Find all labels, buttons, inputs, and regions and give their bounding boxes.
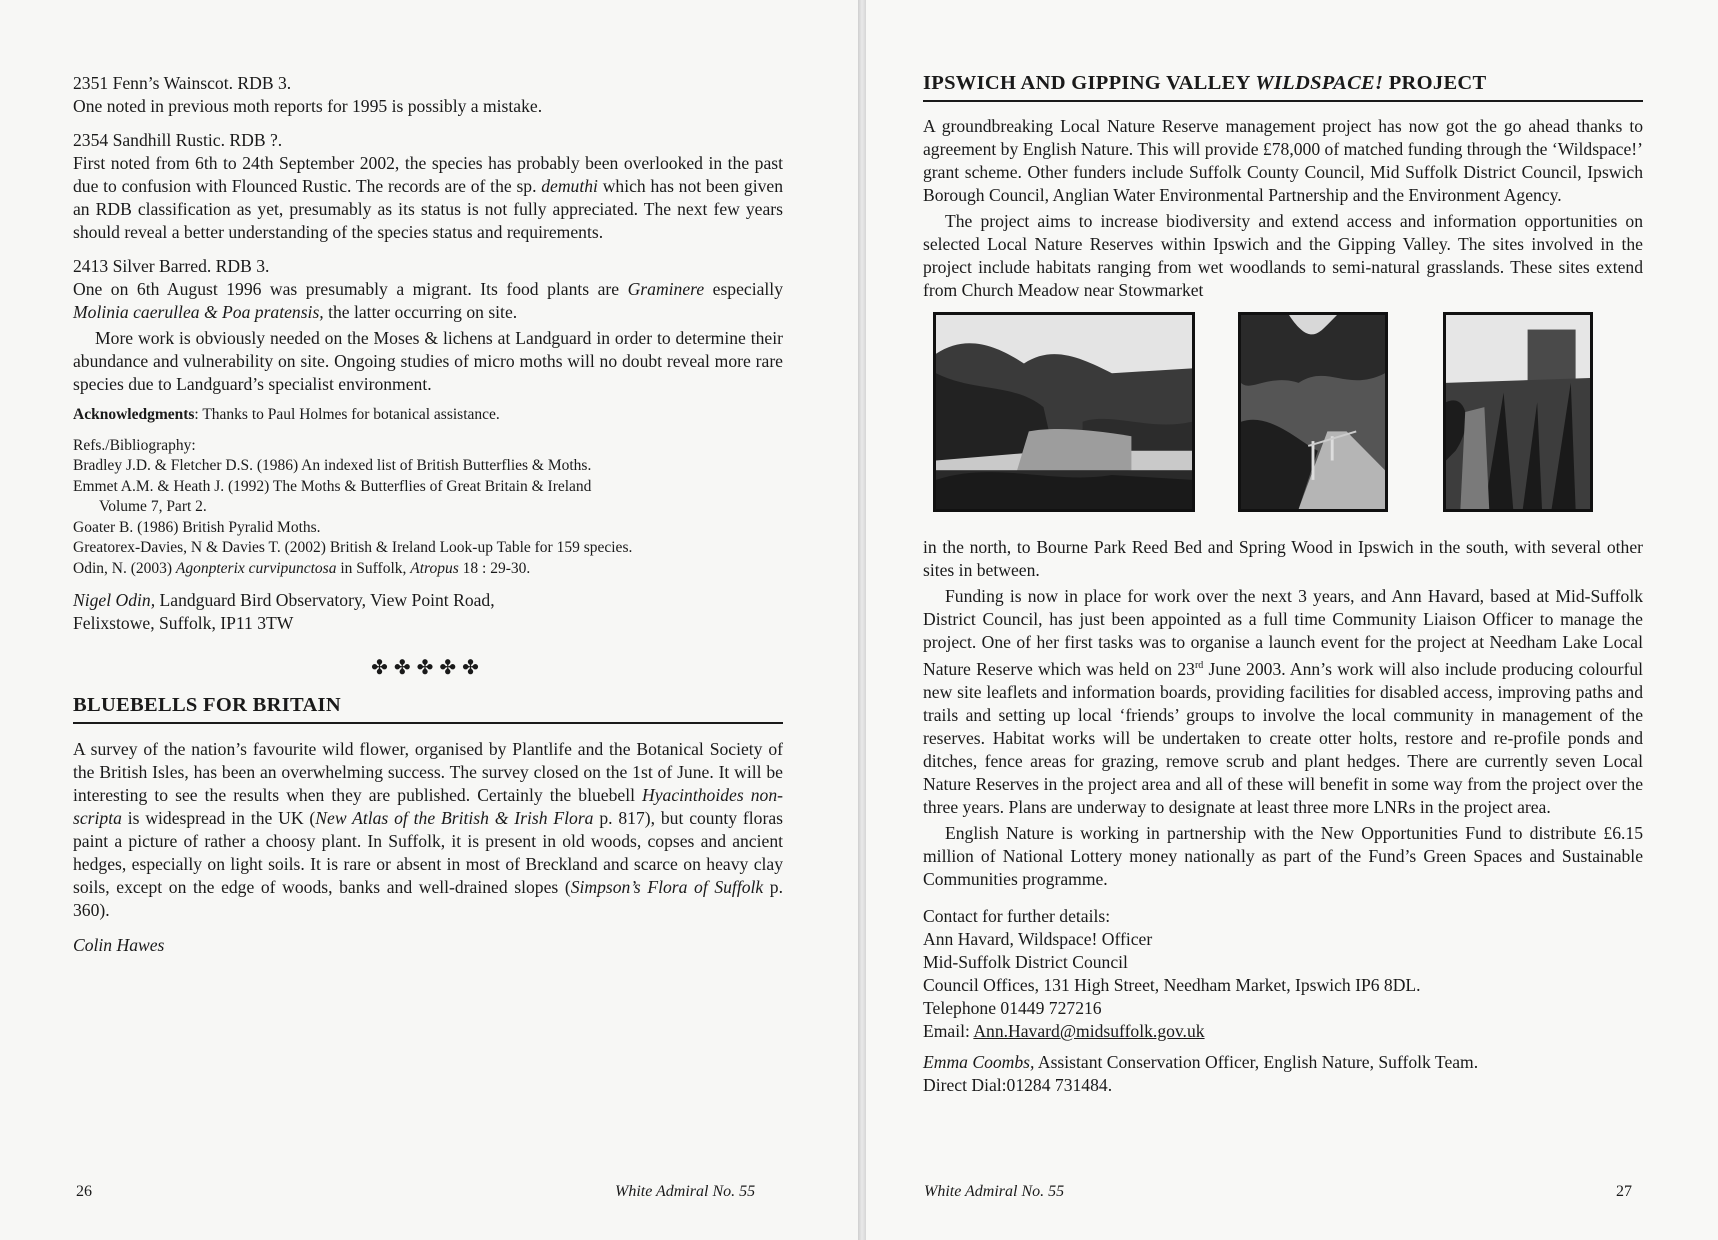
section-heading: BLUEBELLS FOR BRITAIN — [73, 694, 783, 724]
photo-river — [933, 312, 1195, 512]
paragraph: A groundbreaking Local Nature Reserve management project has now got the go ahead thanks to agreement by English Nature. This will provide £78,000 of matched funding through the ‘Wildspace!’ grant scheme. Other funders include Suffolk County Council, Mid Suffolk District Council, Ipswich Borough Council, Anglian Water Environmental Partnership and the Environment Agency. — [923, 116, 1643, 205]
page-gutter — [858, 0, 866, 1240]
paragraph: English Nature is working in partnership with the New Opportunities Fund to distribute £6.15 million of National Lottery money nationally as part of the Fund’s Green Spaces and Sustainable Communities programme. — [923, 822, 1643, 889]
paragraph: A survey of the nation’s favourite wild flower, organised by Plantlife and the Botanical Society of the British Isles, has been an overwhelming success. The survey closed on the 1st of June. It will be interesting to see the results when they are published. Certainly the bluebell Hyacinthoides non-scripta is widespread in the UK (New Atlas of the British & Irish Flora p. 817), but county floras paint a picture of rather a choosy plant. In Suffolk, it is present in old woods, copses and ancient hedges, especially on light soils. It is rare or absent in most of Breckland and scarce on heavy clay soils, except on the edge of woods, banks and well-drained slopes (Simpson’s Flora of Suffolk p. 360). — [73, 739, 784, 920]
section-divider: ✤✤✤✤✤ — [371, 657, 485, 679]
left-column — [73, 72, 783, 957]
author-address: Felixstowe, Suffolk, IP11 3TW — [73, 613, 294, 633]
photo-reeds — [1443, 312, 1593, 512]
email-link[interactable]: Ann.Havard@midsuffolk.gov.uk — [973, 1020, 1205, 1041]
contact-org: Mid-Suffolk District Council — [923, 951, 1128, 972]
refs-heading: Refs./Bibliography: — [73, 436, 196, 454]
entry-title: 2413 Silver Barred. RDB 3. — [73, 256, 270, 276]
entry-title: 2354 Sandhill Rustic. RDB ?. — [73, 130, 283, 150]
footer-title: White Admiral No. 55 — [615, 1183, 756, 1200]
paragraph: Funding is now in place for work over the next 3 years, and Ann Havard, based at Mid-Suffolk District Council, has just been appointed as a full time Community Liaison Officer to manage the project. One of her first tasks was to organise a launch event for the project at Needham Lake Local Nature Reserve which was held on 23rd June 2003. Ann’s work will also include producing colourful new site leaflets and information boards, providing facilities for disabled access, improving paths and trails and setting up local ‘friends’ groups to involve the local community in management of the reserves. Habitat works will be undertaken to create otter holts, restore and re-profile ponds and ditches, fence areas for grazing, remove scrub and plant hedges. There are currently seven Local Nature Reserves in the project area and all of these will benefit in some way from the project over the three years. Plans are underway to designate at least three more LNRs in the project area. — [923, 586, 1643, 817]
reference: Greatorex-Davies, N & Davies T. (2002) British & Ireland Look-up Table for 159 species. — [73, 539, 633, 556]
reference: Odin, N. (2003) Agonpterix curvipunctosa in Suffolk, Atropus 18 : 29-30. — [73, 559, 531, 577]
author-phone: Direct Dial:01284 731484. — [923, 1074, 1113, 1095]
entry-title: 2351 Fenn’s Wainscot. RDB 3. — [73, 73, 292, 93]
page-number: 26 — [76, 1183, 92, 1200]
contact-block — [923, 905, 1643, 1043]
contact-address: Council Offices, 131 High Street, Needham Market, Ipswich IP6 8DL. — [923, 974, 1421, 995]
paragraph: The project aims to increase biodiversity and extend access and information opportunities on selected Local Nature Reserves within Ipswich and the Gipping Valley. The sites involved in the project include habitats ranging from wet woodlands to semi-natural grasslands. These sites extend from Church Meadow near Stowmarket — [923, 211, 1643, 300]
section-heading: IPSWICH AND GIPPING VALLEY WILDSPACE! PROJECT — [923, 72, 1643, 102]
author-signature: Colin Hawes — [73, 935, 165, 955]
right-page — [866, 0, 1718, 1240]
reference: Goater B. (1986) British Pyralid Moths. — [73, 518, 321, 536]
reference: Bradley J.D. & Fletcher D.S. (1986) An indexed list of British Butterflies & Moths. — [73, 457, 592, 474]
page-number: 27 — [1616, 1183, 1632, 1200]
bibliography — [73, 436, 783, 580]
photo-boardwalk — [1238, 312, 1388, 512]
contact-name: Ann Havard, Wildspace! Officer — [923, 928, 1153, 949]
paragraph: in the north, to Bourne Park Reed Bed and Spring Wood in Ipswich in the south, with several other sites in between. — [923, 537, 1643, 580]
entry-text: First noted from 6th to 24th September 2002, the species has probably been overlooked in the past due to confusion with Flounced Rustic. The records are of the sp. demuthi which has not been given an RDB classification as yet, presumably as its status is not fully appreciated. The next few years should reveal a better understanding of the species status and requirements. — [73, 153, 783, 242]
footer-title: White Admiral No. 55 — [924, 1183, 1065, 1200]
entry-text: One noted in previous moth reports for 1995 is possibly a mistake. — [73, 96, 543, 116]
author-signature: Nigel Odin, Landguard Bird Observatory, View Point Road, — [73, 590, 495, 610]
contact-phone: Telephone 01449 727216 — [923, 997, 1102, 1018]
left-page — [0, 0, 858, 1240]
paragraph: More work is obviously needed on the Moses & lichens at Landguard in order to determine their abundance and vulnerability on site. Ongoing studies of micro moths will no doubt reveal more rare species due to Landguard’s specialist environment. — [73, 328, 783, 394]
reference: Emmet A.M. & Heath J. (1992) The Moths & Butterflies of Great Britain & Ireland — [73, 477, 592, 495]
acknowledgments: Acknowledgments: Thanks to Paul Holmes for botanical assistance. — [73, 406, 500, 423]
reference: Volume 7, Part 2. — [99, 498, 207, 515]
contact-email-line: Email: Ann.Havard@midsuffolk.gov.uk — [923, 1020, 1205, 1041]
contact-heading: Contact for further details: — [923, 905, 1111, 926]
right-column — [923, 72, 1643, 1097]
entry-text: One on 6th August 1996 was presumably a migrant. Its food plants are Graminere especially Molinia caerullea & Poa pratensis, the latter occurring on site. — [73, 279, 783, 322]
photo-strip — [923, 312, 1643, 530]
author-signature: Emma Coombs, Assistant Conservation Officer, English Nature, Suffolk Team. — [923, 1051, 1479, 1072]
